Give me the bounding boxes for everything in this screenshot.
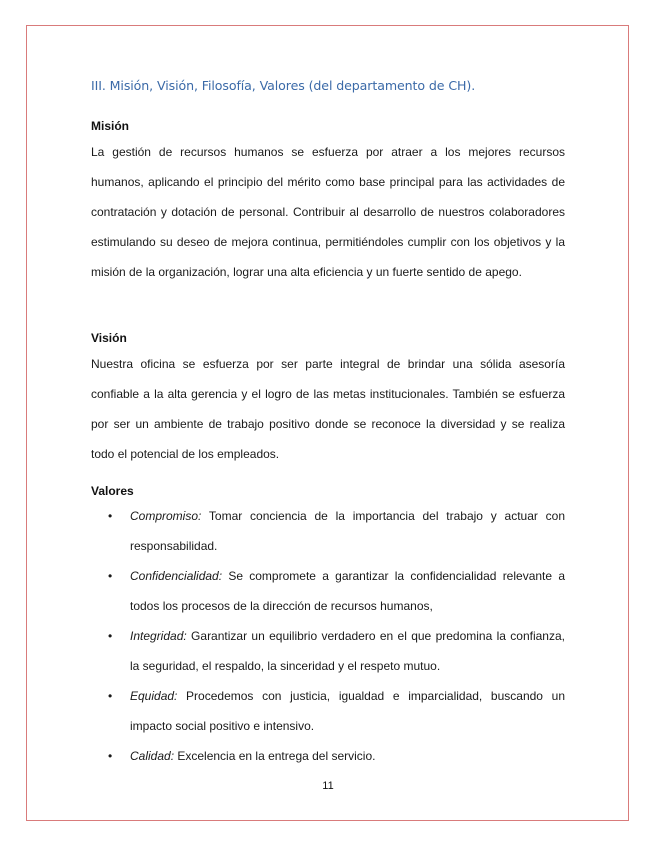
valor-text: Se compromete a garantizar la confidencialidad relevante a todos los procesos de la dirección de recursos humanos, [130, 569, 565, 613]
vision-title: Visión [91, 331, 127, 345]
valores-title: Valores [91, 484, 134, 498]
valor-text: Tomar conciencia de la importancia del trabajo y actuar con responsabilidad. [130, 509, 565, 553]
section-heading: III. Misión, Visión, Filosofía, Valores (del departamento de CH). [91, 78, 476, 93]
valor-term: Compromiso: [130, 509, 202, 523]
valor-text: Excelencia en la entrega del servicio. [174, 749, 376, 763]
valor-item-calidad [91, 742, 565, 772]
valor-item-equidad [91, 682, 565, 741]
valor-item-integridad [91, 622, 565, 681]
vision-paragraph: Nuestra oficina se esfuerza por ser parte integral de brindar una sólida asesoría confiable a la alta gerencia y el logro de las metas institucionales. También se esfuerza por ser un ambiente de trabajo positivo donde se reconoce la diversidad y se realiza todo el potencial de los empleados. [91, 357, 565, 461]
valor-term: Calidad: [130, 749, 175, 763]
bullet-icon: • [108, 509, 113, 523]
valor-text: Procedemos con justicia, igualdad e imparcialidad, buscando un impacto social positivo e intensivo. [130, 689, 565, 733]
valor-item-compromiso [91, 502, 565, 561]
bullet-icon: • [108, 569, 113, 583]
valores-list [91, 502, 565, 772]
page-number: 11 [322, 780, 334, 792]
mision-paragraph: La gestión de recursos humanos se esfuerza por atraer a los mejores recursos humanos, aplicando el principio del mérito como base principal para las actividades de contratación y dotación de personal. Contribuir al desarrollo de nuestros colaboradores estimulando su deseo de mejora continua, permitiéndoles cumplir con los objetivos y la misión de la organización, lograr una alta eficiencia y un fuerte sentido de apego. [91, 145, 565, 279]
valor-term: Equidad: [130, 689, 178, 703]
valor-term: Confidencialidad: [130, 569, 223, 583]
valor-item-confidencialidad [91, 562, 565, 621]
mision-title: Misión [91, 119, 129, 133]
bullet-icon: • [108, 689, 113, 703]
bullet-icon: • [108, 749, 113, 763]
valor-text: Garantizar un equilibrio verdadero en el que predomina la confianza, la seguridad, el respaldo, la sinceridad y el respeto mutuo. [130, 629, 565, 673]
bullet-icon: • [108, 629, 113, 643]
valor-term: Integridad: [130, 629, 187, 643]
